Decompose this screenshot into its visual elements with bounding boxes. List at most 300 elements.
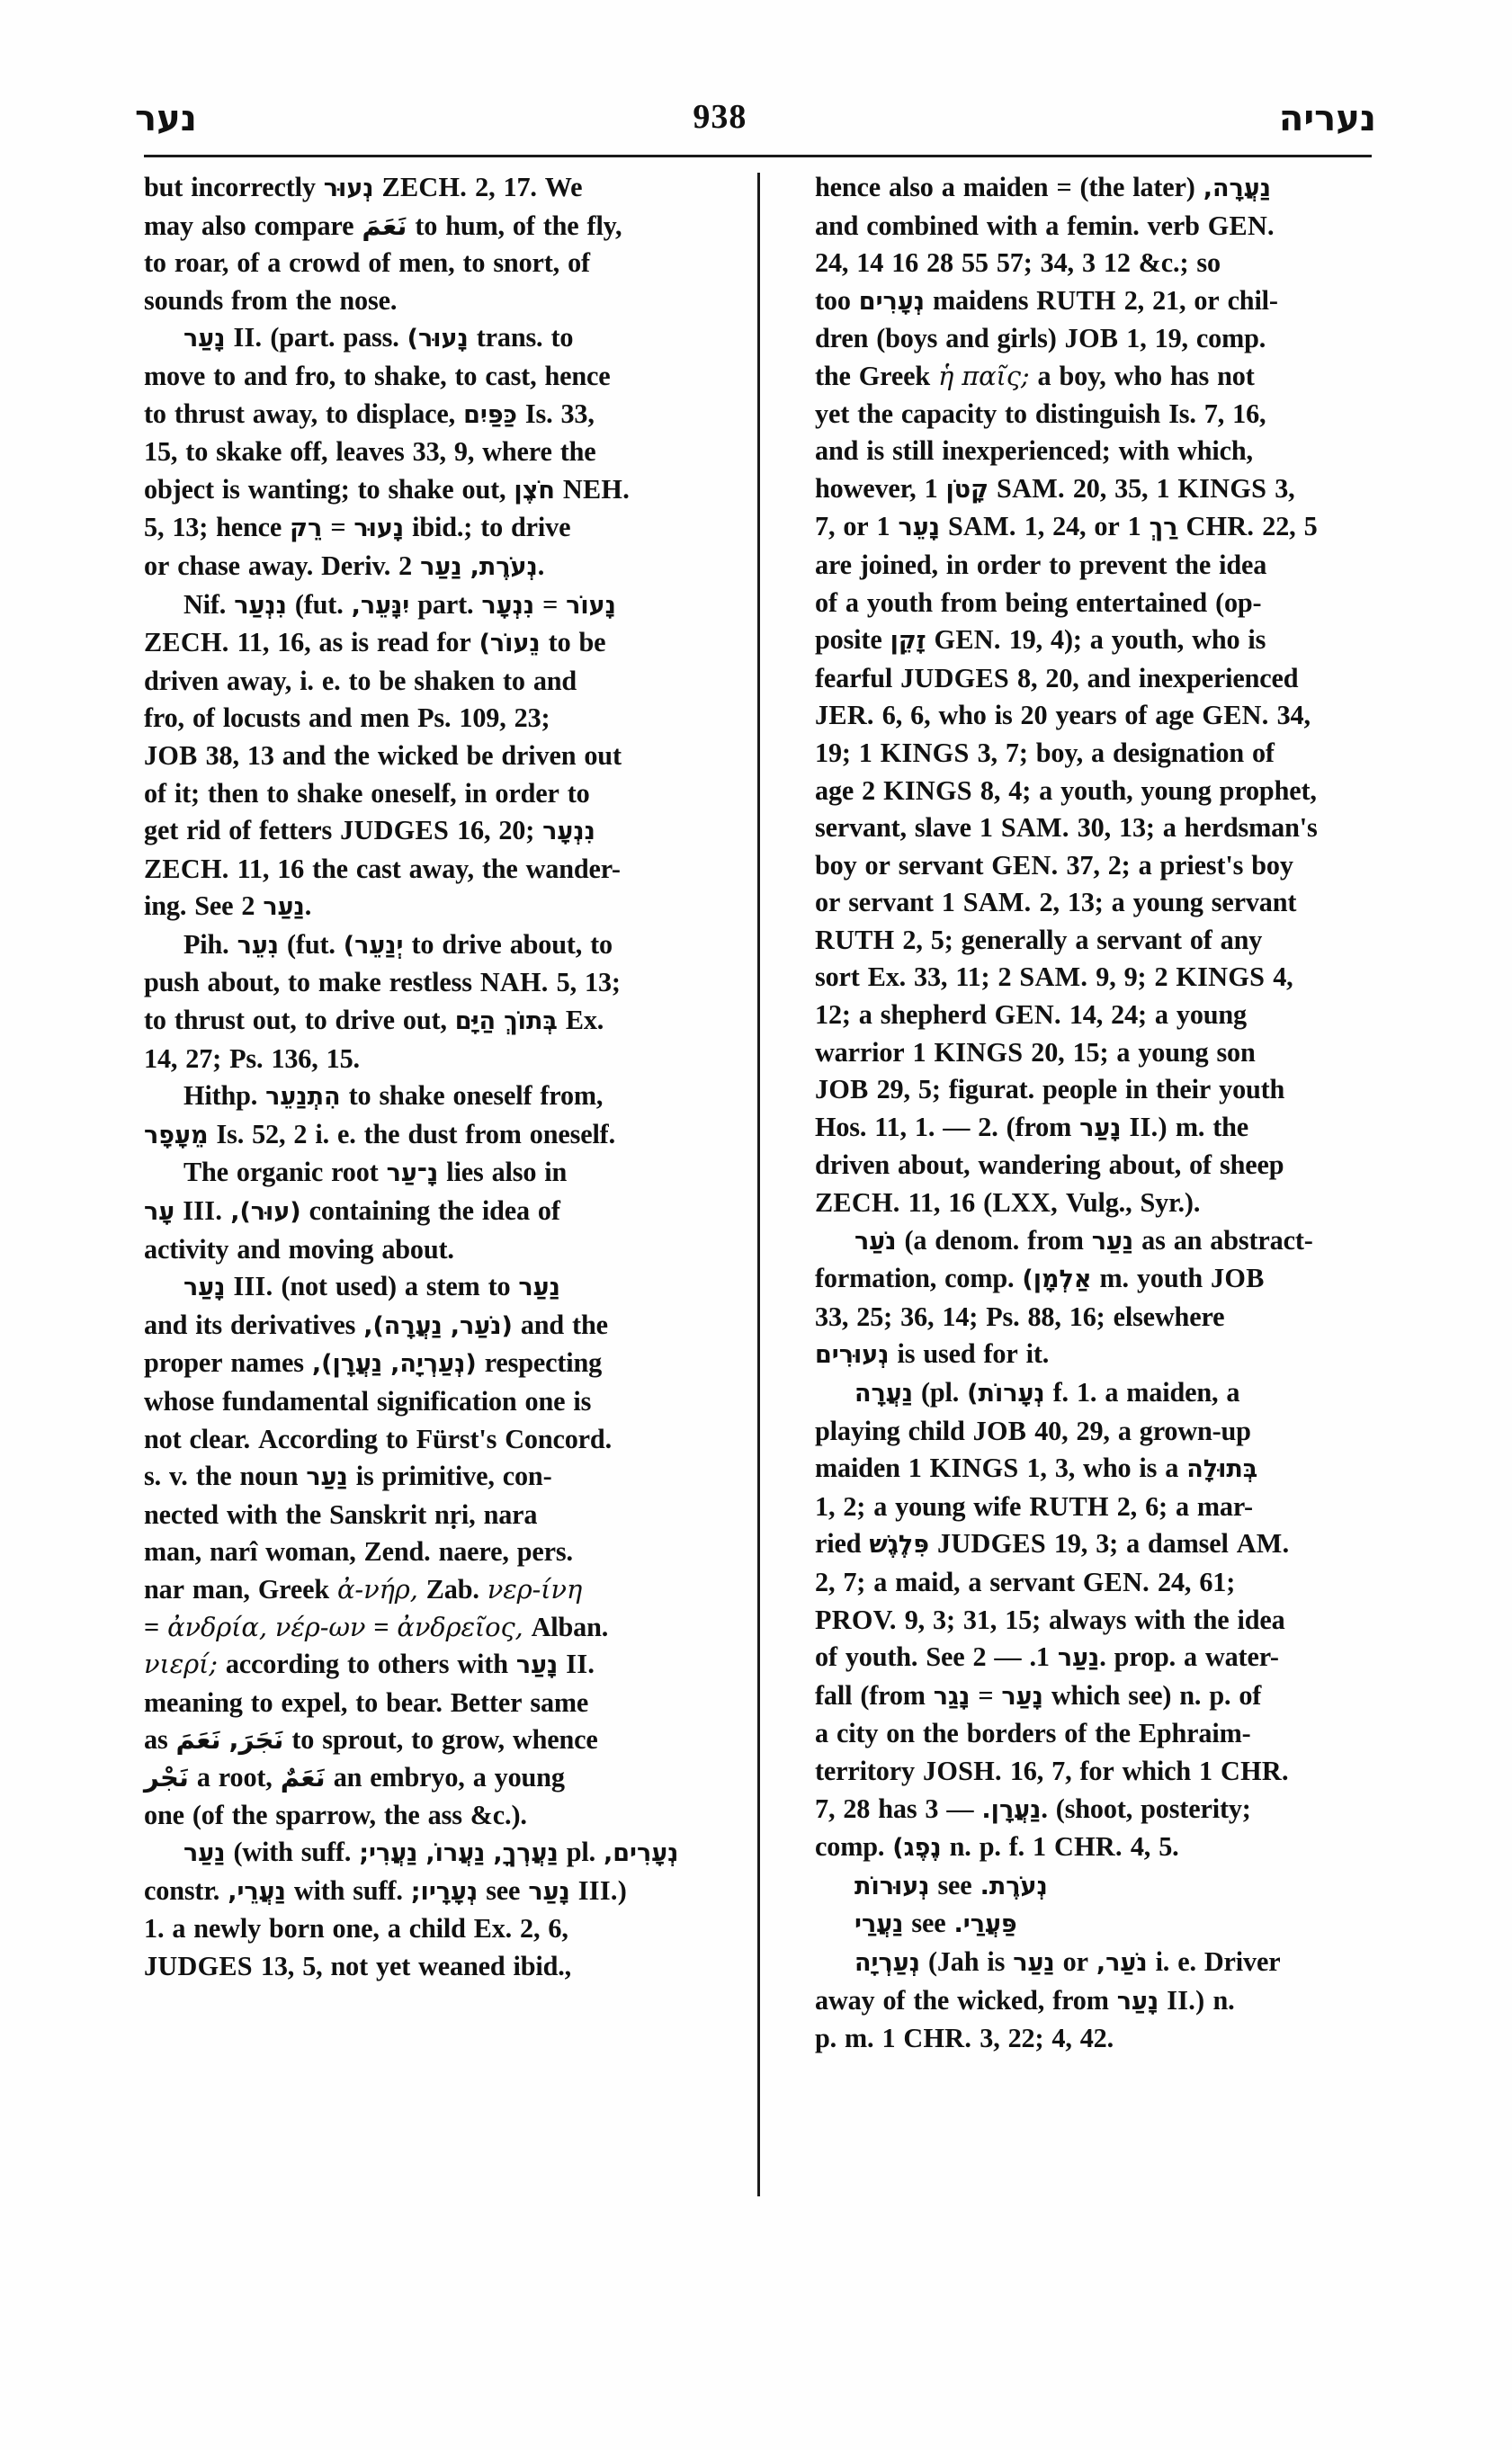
word: young [1138, 1036, 1209, 1068]
word: a [172, 1913, 186, 1945]
word: a [1165, 1453, 1179, 1484]
word: 29, [1076, 1415, 1110, 1446]
word: a [1126, 1528, 1141, 1560]
word: root, [218, 1761, 273, 1793]
word: sounds [144, 284, 224, 316]
word: 5; [917, 1074, 941, 1105]
word: with [457, 1649, 508, 1680]
hebrew-word: בְּתוֹךְ [504, 1007, 558, 1036]
word: Vulg., [1065, 1187, 1132, 1219]
word: others [377, 1649, 450, 1680]
word: later) [1132, 172, 1195, 202]
word: Ps. [417, 702, 452, 734]
word: shake [379, 1080, 445, 1112]
bible-reference: II.) [1129, 1111, 1168, 1142]
word: is [573, 1386, 592, 1417]
text-line [144, 700, 706, 738]
word: as [1141, 1224, 1166, 1256]
word: part. [417, 588, 474, 620]
word: 1. [914, 1111, 935, 1142]
word: 6, [910, 700, 931, 731]
word: (the [1079, 172, 1125, 202]
word: thrust [174, 1005, 245, 1036]
word: = [373, 1611, 389, 1642]
word: 14 [856, 247, 884, 279]
word: (shoot, [1055, 1793, 1133, 1824]
word: primitive, [381, 1461, 495, 1492]
word: 15. [326, 1042, 360, 1074]
word: sheep [1219, 1149, 1284, 1181]
word: 5. [1159, 1831, 1179, 1863]
text-line [144, 245, 706, 282]
word: 9; [1123, 961, 1147, 993]
word: posite [815, 624, 882, 656]
word: 2. [241, 890, 312, 922]
word: respecting [484, 1347, 603, 1379]
word: 109, [459, 702, 506, 734]
word: and [144, 1309, 188, 1340]
word: chil- [1227, 284, 1278, 316]
word: i. [315, 1118, 329, 1149]
text-line [144, 1077, 706, 1116]
word: of [512, 210, 535, 241]
word: 6, [548, 1913, 568, 1945]
word: youth [866, 586, 933, 618]
bible-reference: III. [233, 1271, 273, 1302]
word: always [1048, 1604, 1127, 1635]
word: servant [1096, 924, 1182, 955]
bible-reference: SAM. [947, 511, 1016, 542]
word: bear. [386, 1686, 443, 1718]
word: 33, [560, 398, 595, 429]
word: the [857, 398, 893, 429]
word: to [488, 1271, 511, 1302]
bible-reference: CHR. [903, 2023, 972, 2054]
bible-reference: RUTH [1036, 284, 1116, 316]
word: to [266, 777, 290, 809]
bible-reference: JUDGES [937, 1528, 1046, 1560]
word: drive [511, 512, 571, 543]
bible-reference: JOB [1211, 1263, 1265, 1294]
word: the [542, 210, 579, 241]
text-line [144, 624, 706, 663]
word: to [548, 627, 571, 658]
word: capacity [900, 398, 998, 429]
word: 2. [398, 550, 545, 581]
word: a [1116, 1036, 1131, 1068]
word: and [308, 702, 353, 734]
word: to [346, 1649, 370, 1680]
word: whence [512, 1724, 598, 1756]
word: city [836, 1718, 879, 1749]
word: for [983, 1338, 1018, 1370]
word: the [295, 284, 332, 316]
word: Concord. [505, 1423, 612, 1454]
bible-reference: II. [566, 1649, 595, 1680]
greek-word: ἀνδρεῖος, [397, 1611, 523, 1642]
word: Nif. [183, 588, 227, 620]
word: a [1039, 774, 1053, 806]
word: We [544, 172, 583, 202]
hebrew-word: נַעֲרָה), [363, 1311, 443, 1340]
hebrew-word: נֹעַר, [1096, 1948, 1148, 1977]
word: 5, [144, 512, 165, 543]
bible-reference: KINGS [880, 737, 970, 768]
word: 22, [1262, 511, 1296, 542]
text-line [815, 1071, 1377, 1109]
word: Ps. [229, 1042, 264, 1074]
word: servant [848, 887, 934, 918]
word: as [318, 627, 344, 658]
word: youth, [1060, 774, 1133, 806]
text-line [144, 169, 706, 208]
word: borders [966, 1718, 1057, 1749]
word: the [1193, 1604, 1230, 1635]
word: who [1114, 360, 1162, 391]
header-rule [144, 155, 1372, 157]
word: a [968, 1566, 982, 1597]
bible-reference: GEN. [934, 624, 1001, 656]
word: be [578, 627, 606, 658]
hebrew-word: נָעַר [183, 1274, 226, 1302]
hebrew-word: נַעֲרֵי, [228, 1877, 286, 1906]
bible-reference: KINGS [929, 1453, 1019, 1484]
word: sparrow, [275, 1799, 376, 1830]
word: a [1037, 360, 1051, 391]
word: 2. [972, 1641, 1106, 1673]
word: see [486, 1874, 521, 1906]
word: fearful [815, 662, 893, 693]
word: 28 [926, 247, 953, 279]
word: organic [236, 1157, 324, 1188]
text-line [144, 663, 706, 701]
word: the [913, 1984, 950, 2016]
bible-reference: NAH. [479, 967, 549, 998]
word: 2; [1107, 849, 1131, 881]
word: lies [446, 1157, 484, 1188]
word: about, [1108, 1149, 1182, 1181]
hebrew-word: נָעַר [528, 1877, 570, 1906]
hebrew-word: יִנָּעֵר, [351, 591, 410, 620]
word: wicked, [957, 1984, 1045, 2016]
word: according [225, 1649, 339, 1680]
word: to [480, 512, 504, 543]
word: who [1192, 624, 1240, 656]
word: to [454, 360, 478, 391]
hebrew-word: אַלְמָן) [1022, 1265, 1092, 1294]
word: con- [502, 1461, 552, 1492]
word: servant, [815, 812, 907, 844]
word: boy, [1059, 360, 1106, 391]
word: 16 [948, 1187, 976, 1219]
word: any [1220, 924, 1263, 955]
word: a [815, 1718, 828, 1749]
word: 1 [912, 1036, 926, 1068]
word: to [185, 436, 209, 468]
hebrew-word: נָעֵר [898, 514, 940, 542]
text-line [144, 1383, 706, 1421]
word: proper [144, 1347, 223, 1379]
word: a [472, 1761, 487, 1793]
word: 40, [1034, 1415, 1069, 1446]
word: to [1005, 398, 1027, 429]
word: 2, [1039, 887, 1060, 918]
text-line [815, 1867, 1377, 1906]
word: to [590, 928, 613, 960]
word: servant [898, 849, 984, 881]
word: youth [1219, 1074, 1285, 1105]
word: to [287, 967, 310, 998]
word: the [481, 853, 518, 884]
word: = [330, 512, 346, 543]
word: young [494, 1761, 565, 1793]
word: from [1052, 1984, 1109, 2016]
word: n. [949, 1831, 971, 1863]
word: 33, [815, 1301, 849, 1332]
left-column [144, 169, 706, 2265]
word: and [244, 360, 288, 391]
word: of [815, 1641, 837, 1673]
hebrew-word: נִנְעָר [481, 591, 535, 620]
word: a [404, 1271, 418, 1302]
word: the [363, 1118, 400, 1149]
word: to [415, 210, 438, 241]
word: the [285, 1498, 322, 1530]
hebrew-word: נְעַרְיָה [854, 1948, 920, 1977]
word: i. [300, 665, 314, 696]
word: for [1079, 1755, 1114, 1786]
bible-reference: III. [183, 1195, 223, 1227]
word: hence [544, 360, 611, 391]
word: men [360, 702, 410, 734]
word: and [532, 665, 577, 696]
word: leaves [336, 436, 405, 468]
text-line [144, 738, 706, 775]
hebrew-word: נִעֵר [237, 931, 280, 960]
hebrew-word: (עוּר), [230, 1198, 301, 1227]
text-line [815, 1677, 1377, 1716]
bible-reference: JUDGES [144, 1950, 253, 1981]
text-line [815, 396, 1377, 434]
text-line [815, 1791, 1377, 1829]
word: to [326, 398, 348, 429]
word: order [976, 549, 1042, 580]
running-head-left-headword: נער [135, 98, 197, 139]
greek-word: παῖς; [962, 360, 1030, 391]
text-line [815, 1753, 1377, 1791]
word: 15; [1005, 1604, 1041, 1635]
word: Syr.). [1140, 1187, 1201, 1219]
hebrew-word: (נֹעַר, [450, 1311, 513, 1340]
word: the [231, 1799, 268, 1830]
word: designation [1112, 737, 1244, 768]
word: is [987, 1945, 1006, 1977]
word: i. [1155, 1945, 1170, 1977]
text-line [815, 1639, 1377, 1677]
text-line [815, 1829, 1377, 1867]
word: nara [483, 1498, 538, 1530]
word: youth [1136, 1263, 1203, 1294]
word: 3, [977, 737, 998, 768]
word: 16, [1232, 398, 1266, 429]
text-line [815, 508, 1377, 547]
word: child [408, 1913, 466, 1945]
text-line [815, 320, 1377, 358]
word: maidens [932, 284, 1029, 316]
word: 2, [520, 1913, 541, 1945]
word: playing [815, 1415, 900, 1446]
word: being [1005, 586, 1069, 618]
word: 1 [1127, 511, 1141, 542]
text-line [144, 1231, 706, 1269]
word: 9, [453, 436, 475, 468]
word: 3. [925, 1793, 1048, 1824]
bible-reference: JOB [1064, 323, 1119, 354]
word: from [940, 586, 998, 618]
word: Is. [1168, 398, 1196, 429]
text-line [815, 660, 1377, 698]
word: noun [239, 1461, 299, 1492]
word: about. [381, 1233, 454, 1265]
text-line [815, 1260, 1377, 1299]
word: maiden, [1126, 1377, 1219, 1408]
word: has [1169, 360, 1210, 391]
bible-reference: GEN. [1207, 210, 1275, 241]
word: 7; [1005, 737, 1028, 768]
word: newly [193, 1913, 262, 1945]
word: ibid.; [412, 512, 473, 543]
word: f. [1052, 1377, 1069, 1408]
word: of [1189, 924, 1212, 955]
word: 2, [475, 172, 496, 202]
word: — [943, 1111, 971, 1142]
word: &c.). [470, 1799, 527, 1830]
text-line [815, 470, 1377, 509]
word: away, [408, 853, 474, 884]
word: Fürst's [416, 1423, 497, 1454]
word: a [873, 1566, 888, 1597]
word: 4, [1051, 2023, 1072, 2054]
word: Ps. [986, 1301, 1020, 1332]
text-line [144, 1533, 706, 1571]
word: shake, [374, 360, 447, 391]
word: 3 [1081, 247, 1096, 279]
bible-reference: JOB [144, 739, 198, 771]
word: still [892, 435, 935, 467]
word: 24, [1052, 511, 1087, 542]
word: it. [1025, 1338, 1050, 1370]
word: 24, [1158, 1566, 1192, 1597]
word: oneself. [529, 1118, 615, 1149]
word: dust [407, 1118, 458, 1149]
word: naere, [438, 1536, 509, 1568]
hebrew-word: רַךְ [1149, 514, 1178, 542]
word: posterity; [1141, 1793, 1251, 1824]
word: with [1134, 1604, 1185, 1635]
word: rid [186, 815, 221, 846]
text-line [815, 1564, 1377, 1602]
word: expel, [281, 1686, 348, 1718]
word: 11, [874, 1111, 907, 1142]
word: to [344, 360, 367, 391]
word: which [1051, 1679, 1121, 1711]
word: youth. [845, 1641, 918, 1673]
word: 19, [1008, 624, 1043, 656]
bible-reference: JER. [815, 700, 874, 731]
bible-reference: NEH. [562, 473, 631, 505]
word: 19; [815, 737, 851, 768]
word: a [858, 999, 872, 1031]
word: 2, [902, 924, 923, 955]
word: is [994, 700, 1013, 731]
word: snort, [493, 247, 560, 279]
word: e. [336, 1118, 356, 1149]
text-line [815, 1147, 1377, 1185]
word: joined, [859, 549, 938, 580]
word: locusts [222, 702, 300, 734]
word: 3; [933, 1604, 955, 1635]
word: used) [335, 1271, 397, 1302]
hebrew-word: יְנַעֵר) [343, 931, 404, 960]
word: however, [815, 472, 917, 504]
word: to [144, 247, 166, 279]
word: sprout, [322, 1724, 404, 1756]
word: m. [845, 2023, 874, 2054]
word: shake [297, 777, 363, 809]
word: 20, [1045, 662, 1079, 693]
bible-reference: GEN. [991, 849, 1059, 881]
bible-reference: RUTH [1029, 1490, 1109, 1522]
word: a [845, 586, 859, 618]
word: is [221, 473, 240, 505]
word: a [1138, 849, 1152, 881]
word: 27; [185, 1042, 222, 1074]
word: idea [1219, 549, 1267, 580]
word: 13, [260, 1950, 295, 1981]
bible-reference: ZECH. [815, 1187, 900, 1219]
text-line [144, 471, 706, 510]
text-line [144, 1002, 706, 1041]
word: — [946, 1793, 974, 1824]
word: 7; [843, 1566, 866, 1597]
word: priest's [1159, 849, 1244, 881]
word: which, [1177, 435, 1253, 467]
text-line [815, 208, 1377, 246]
word: = [542, 588, 559, 620]
text-line [144, 1307, 706, 1346]
word: 3, [980, 2023, 1000, 2054]
word: trans. [476, 322, 543, 353]
word: Zend. [363, 1536, 431, 1568]
word: 3; [1096, 1528, 1119, 1560]
word: formation, [815, 1263, 937, 1294]
word: p. [815, 2023, 837, 2054]
word: the [383, 1799, 420, 1830]
word: 21, [1152, 284, 1186, 316]
hebrew-word: (נְעַרְיָה, [390, 1350, 477, 1379]
word: driven [144, 665, 219, 696]
word: to [411, 928, 434, 960]
hebrew-word: פִּלֶגֶשׁ [869, 1531, 930, 1560]
word: suff. [300, 1837, 352, 1868]
word: = [978, 1679, 994, 1711]
text-line [815, 358, 1377, 396]
word: (fut. [294, 588, 344, 620]
word: 3, [1275, 472, 1295, 504]
word: is [1248, 624, 1266, 656]
word: n. [1212, 1984, 1235, 2016]
word: driven [815, 1149, 890, 1181]
